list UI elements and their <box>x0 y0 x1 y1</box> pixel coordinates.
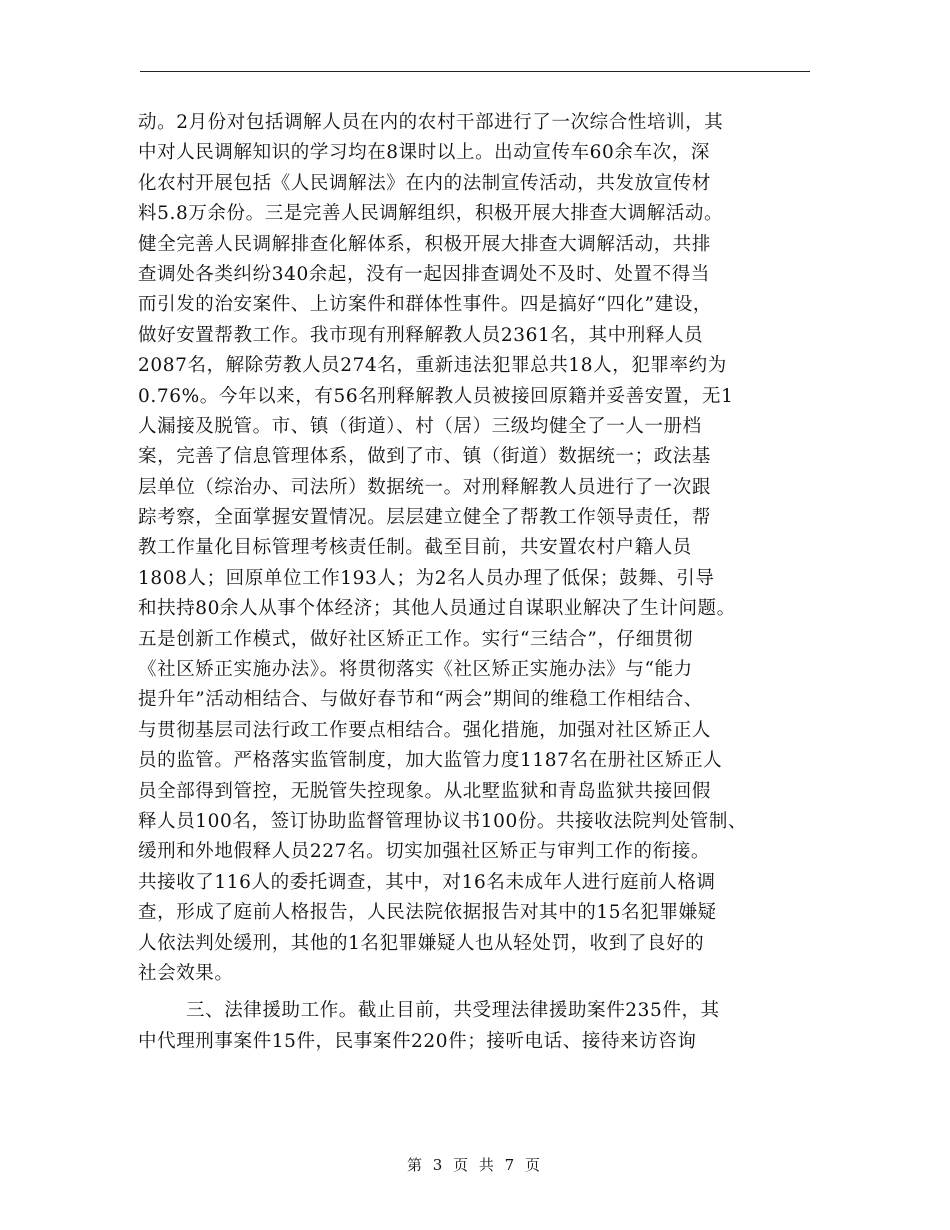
text-line: 人漏接及脱管。市、镇（街道）、村（居）三级均健全了一人一册档 <box>138 415 702 437</box>
text-line: 人依法判处缓刑，其他的1名犯罪嫌疑人也从轻处罚，收到了良好的 <box>138 932 705 954</box>
text-line: 健全完善人民调解排查化解体系，积极开展大排查大调解活动，共排 <box>138 233 712 255</box>
text-line: 与贯彻基层司法行政工作要点相结合。强化措施，加强对社区矫正人 <box>138 719 712 741</box>
text-line: 查调处各类纠纷340余起，没有一起因排查调处不及时、处置不得当 <box>138 263 710 285</box>
text-line: 料5.8万余份。三是完善人民调解组织，积极开展大排查大调解活动。 <box>138 203 724 225</box>
text-line: 做好安置帮教工作。我市现有刑释解教人员2361名，其中刑释人员 <box>138 324 704 346</box>
text-line: 员的监管。严格落实监管制度，加大监管力度1187名在册社区矫正人 <box>138 750 723 772</box>
text-line: 案，完善了信息管理体系，做到了市、镇（街道）数据统一；政法基 <box>138 446 712 468</box>
text-line: 共接收了116人的委托调查，其中，对16名未成年人进行庭前人格调 <box>138 871 716 893</box>
text-line: 0.76%。今年以来，有56名刑释解教人员被接回原籍并妥善安置，无1 <box>138 385 734 407</box>
page-number: 第 3 页 共 7 页 <box>407 1156 543 1174</box>
text-line: 层单位（综治办、司法所）数据统一。对刑释解教人员进行了一次跟 <box>138 476 712 498</box>
text-line: 教工作量化目标管理考核责任制。截至目前，共安置农村户籍人员 <box>138 537 692 559</box>
text-line: 化农村开展包括《人民调解法》在内的法制宣传活动，共发放宣传材 <box>138 172 712 194</box>
text-line: 2087名，解除劳教人员274名，重新违法犯罪总共18人，犯罪率约为 <box>138 355 727 377</box>
text-line: 缓刑和外地假释人员227名。切实加强社区矫正与审判工作的衔接。 <box>138 841 710 863</box>
document-body <box>138 108 828 1057</box>
text-line: 中对人民调解知识的学习均在8课时以上。出动宣传车60余车次，深 <box>138 142 710 164</box>
text-line: 《社区矫正实施办法》。将贯彻落实《社区矫正实施办法》与“能力 <box>138 659 693 681</box>
text-line: 和扶持80余人从事个体经济；其他人员通过自谋职业解决了生计问题。 <box>138 598 736 620</box>
text-line: 释人员100名，签订协助监督管理协议书100份。共接收法院判处管制、 <box>138 810 748 832</box>
text-line: 社会效果。 <box>138 962 234 984</box>
text-line: 1808人；回原单位工作193人；为2名人员办理了低保；鼓舞、引导 <box>138 567 715 589</box>
text-line: 踪考察，全面掌握安置情况。层层建立健全了帮教工作领导责任，帮 <box>138 507 712 529</box>
header-rule <box>140 71 810 72</box>
text-line: 而引发的治安案件、上访案件和群体性事件。四是搞好“四化”建设， <box>138 294 713 316</box>
text-line: 提升年”活动相结合、与做好春节和“两会”期间的维稳工作相结合、 <box>138 689 703 711</box>
text-line: 五是创新工作模式，做好社区矫正工作。实行“三结合”，仔细贯彻 <box>138 628 693 650</box>
text-line: 员全部得到管控，无脱管失控现象。从北墅监狱和青岛监狱共接回假 <box>138 780 712 802</box>
text-line: 中代理刑事案件15件，民事案件220件；接听电话、接待来访咨询 <box>138 1030 697 1052</box>
text-line: 动。2月份对包括调解人员在内的农村干部进行了一次综合性培训，其 <box>138 112 724 133</box>
paragraph-first-line: 三、法律援助工作。截止目前，共受理法律援助案件235件，其 <box>186 1000 720 1022</box>
text-line: 查，形成了庭前人格报告，人民法院依据报告对其中的15名犯罪嫌疑 <box>138 902 717 924</box>
